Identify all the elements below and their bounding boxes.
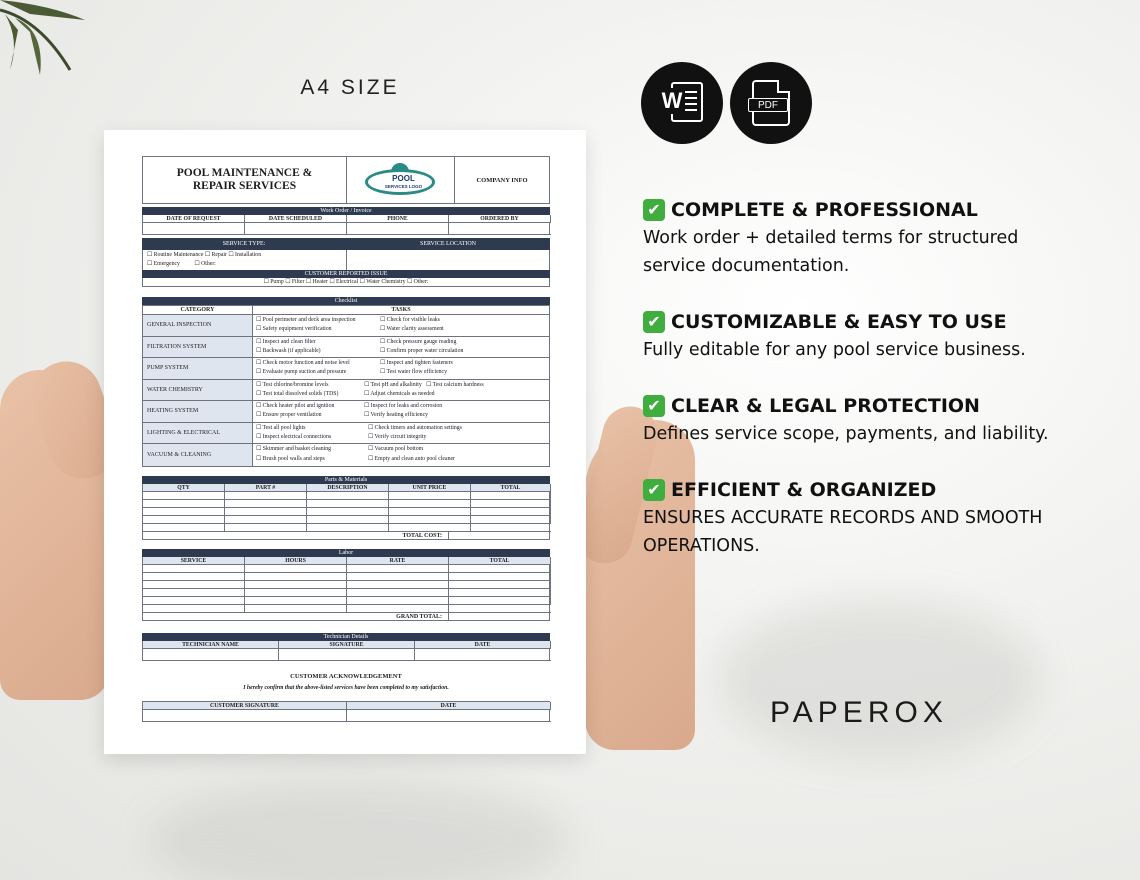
grand-total-field[interactable] <box>449 613 549 620</box>
work-order-form <box>142 156 550 722</box>
task-checkbox[interactable]: ☐ Test water flow efficiency <box>380 369 448 376</box>
checklist-col-category: CATEGORY <box>143 306 253 315</box>
checklist-category: FILTRATION SYSTEM <box>143 337 253 358</box>
parts-cell[interactable] <box>307 492 389 500</box>
parts-cell[interactable] <box>389 508 471 516</box>
labor-cell[interactable] <box>143 573 245 581</box>
feature-item <box>643 392 1083 448</box>
checklist-category: PUMP SYSTEM <box>143 358 253 379</box>
task-checkbox[interactable]: ☐ Check heater pilot and ignition <box>256 403 335 409</box>
checklist-tasks <box>253 358 549 379</box>
checklist-row <box>143 337 549 359</box>
service-type-line: ☐ Emergency ☐ Other: <box>147 260 216 267</box>
check-icon: ✔ <box>643 395 665 417</box>
labor-header: HOURS <box>245 557 347 565</box>
word-icon <box>641 62 723 144</box>
document-sheet <box>104 130 586 754</box>
parts-cell[interactable] <box>143 500 225 508</box>
parts-cell[interactable] <box>225 508 307 516</box>
background-shadow <box>720 600 1040 760</box>
customer-signature-field[interactable] <box>143 710 347 722</box>
task-checkbox[interactable]: ☐ Test all pool lights <box>256 424 306 431</box>
acknowledgement-text: I hereby confirm that the above-listed services have been completed to my satisfaction. <box>243 684 449 691</box>
check-icon: ✔ <box>643 479 665 501</box>
acknowledgement-title: CUSTOMER ACKNOWLEDGEMENT <box>290 672 402 680</box>
labor-cell[interactable] <box>347 581 449 589</box>
palm-leaf-decoration <box>0 0 90 80</box>
checklist-tasks <box>253 444 549 466</box>
task-checkbox[interactable]: ☐ Vacuum pool bottom <box>368 446 424 452</box>
labor-cell[interactable] <box>245 605 347 613</box>
task-checkbox[interactable]: ☐ Test total dissolved solids (TDS) <box>256 390 339 397</box>
checklist-row <box>143 315 549 337</box>
work-order-header: DATE OF REQUEST <box>143 215 245 223</box>
service-header <box>142 238 550 250</box>
parts-cell[interactable] <box>307 508 389 516</box>
brand-logo: PAPEROX <box>770 696 948 729</box>
grand-total-label: GRAND TOTAL: <box>143 613 449 620</box>
parts-cell[interactable] <box>143 492 225 500</box>
work-order-bar: Work Order / Invoice <box>142 207 550 215</box>
parts-cell[interactable] <box>307 516 389 524</box>
work-order-field[interactable] <box>143 223 245 235</box>
parts-cell[interactable] <box>143 508 225 516</box>
service-type-line: ☐ Routine Maintenance ☐ Repair ☐ Installation <box>147 252 262 258</box>
parts-cell[interactable] <box>143 516 225 524</box>
signature-header: DATE <box>347 702 551 710</box>
technician-bar: Technician Details <box>142 633 550 641</box>
parts-cell[interactable] <box>389 492 471 500</box>
labor-cell[interactable] <box>245 589 347 597</box>
form-title-line1: POOL MAINTENANCE & <box>176 167 313 179</box>
checklist-row <box>143 423 549 445</box>
checklist-tasks <box>253 401 549 422</box>
task-checkbox[interactable]: ☐ Pool perimeter and deck area inspection <box>256 317 356 323</box>
labor-cell[interactable] <box>347 565 449 573</box>
task-checkbox[interactable]: ☐ Inspect and clean filter <box>256 338 316 345</box>
parts-header: QTY <box>143 484 225 492</box>
labor-cell[interactable] <box>347 597 449 605</box>
labor-cell[interactable] <box>143 565 245 573</box>
form-title <box>143 157 347 203</box>
checklist-tasks <box>253 337 549 358</box>
parts-cell[interactable] <box>471 516 551 524</box>
feature-desc: Fully editable for any pool service business. <box>643 340 1026 360</box>
parts-header: TOTAL <box>471 484 551 492</box>
checklist-category: VACUUM & CLEANING <box>143 444 253 466</box>
parts-cell[interactable] <box>389 500 471 508</box>
labor-bar: Labor <box>142 549 550 557</box>
feature-title: COMPLETE & PROFESSIONAL <box>671 199 978 221</box>
feature-title: CLEAR & LEGAL PROTECTION <box>671 395 980 417</box>
labor-cell[interactable] <box>449 565 551 573</box>
task-checkbox[interactable]: ☐ Inspect electrical connections <box>256 433 332 440</box>
technician-header: SIGNATURE <box>279 641 415 649</box>
total-cost-field[interactable] <box>449 532 549 539</box>
task-checkbox[interactable]: ☐ Verify circuit integrity <box>368 433 427 440</box>
labor-cell[interactable] <box>347 589 449 597</box>
labor-cell[interactable] <box>449 589 551 597</box>
labor-cell[interactable] <box>245 573 347 581</box>
technician-table <box>142 641 550 661</box>
task-checkbox[interactable]: ☐ Inspect for leaks and corrosion <box>364 403 443 409</box>
form-title-line2: REPAIR SERVICES <box>192 180 297 192</box>
technician-field[interactable] <box>415 649 551 661</box>
work-order-header: PHONE <box>347 215 449 223</box>
task-checkbox[interactable]: ☐ Skimmer and basket cleaning <box>256 446 332 452</box>
parts-cell[interactable] <box>471 524 551 532</box>
task-checkbox[interactable]: ☐ Safety equipment verification <box>256 326 332 333</box>
work-order-header: ORDERED BY <box>449 215 551 223</box>
check-icon: ✔ <box>643 311 665 333</box>
parts-table <box>142 484 550 532</box>
feature-list <box>643 196 1083 588</box>
checklist-tasks <box>253 315 549 336</box>
checklist-category: HEATING SYSTEM <box>143 401 253 422</box>
task-checkbox[interactable]: ☐ Check timers and automation settings <box>368 424 462 431</box>
parts-header: UNIT PRICE <box>389 484 471 492</box>
checklist-bar: Checklist <box>142 297 550 305</box>
word-icon-letter: W <box>659 88 685 114</box>
parts-cell[interactable] <box>389 516 471 524</box>
parts-total-row <box>142 532 550 540</box>
task-checkbox[interactable]: ☐ Check motor function and noise level <box>256 360 350 366</box>
task-checkbox[interactable]: ☐ Ensure proper ventilation <box>256 412 322 419</box>
checklist-category: WATER CHEMISTRY <box>143 380 253 401</box>
issue-options[interactable]: ☐ Pump ☐ Filter ☐ Heater ☐ Electrical ☐ Water Chemistry ☐ Other: <box>142 278 550 287</box>
work-order-field[interactable] <box>347 223 449 235</box>
labor-table <box>142 557 550 613</box>
logo-text-sub: SERVICES LOGO <box>384 184 423 189</box>
labor-header: SERVICE <box>143 557 245 565</box>
feature-title: EFFICIENT & ORGANIZED <box>671 479 937 501</box>
parts-cell[interactable] <box>307 500 389 508</box>
parts-cell[interactable] <box>143 524 225 532</box>
checklist-col-tasks: TASKS <box>253 306 549 315</box>
parts-cell[interactable] <box>225 524 307 532</box>
background-shadow <box>150 780 570 880</box>
format-icons <box>641 62 812 144</box>
size-label: A4 SIZE <box>300 76 400 99</box>
feature-desc: Work order + detailed terms for structured service documentation. <box>643 228 1019 276</box>
parts-cell[interactable] <box>471 500 551 508</box>
task-checkbox[interactable]: ☐ Test chlorine/bromine levels <box>256 381 329 388</box>
labor-cell[interactable] <box>245 597 347 605</box>
technician-header: TECHNICIAN NAME <box>143 641 279 649</box>
issue-bar: CUSTOMER REPORTED ISSUE <box>142 270 550 278</box>
parts-cell[interactable] <box>225 516 307 524</box>
labor-cell[interactable] <box>245 581 347 589</box>
parts-bar: Parts & Materials <box>142 476 550 484</box>
technician-field[interactable] <box>279 649 415 661</box>
feature-item <box>643 196 1083 280</box>
work-order-field[interactable] <box>245 223 347 235</box>
checklist-tasks <box>253 423 549 444</box>
total-cost-label: TOTAL COST: <box>143 532 449 539</box>
task-checkbox[interactable]: ☐ Empty and clean auto pool cleaner <box>368 455 455 462</box>
service-type-options[interactable] <box>143 250 347 270</box>
task-checkbox[interactable]: ☐ Verify heating efficiency <box>364 412 429 419</box>
labor-cell[interactable] <box>449 597 551 605</box>
task-checkbox[interactable]: ☐ Test pH and alkalinity ☐ Test calcium hardness <box>364 381 484 388</box>
parts-cell[interactable] <box>307 524 389 532</box>
parts-cell[interactable] <box>471 508 551 516</box>
task-checkbox[interactable]: ☐ Inspect and tighten fasteners <box>380 360 453 366</box>
checklist-row <box>143 444 549 466</box>
task-checkbox[interactable]: ☐ Backwash (if applicable) <box>256 347 321 354</box>
work-order-field[interactable] <box>449 223 551 235</box>
labor-cell[interactable] <box>143 605 245 613</box>
checklist-row <box>143 358 549 380</box>
signature-date-field[interactable] <box>347 710 551 722</box>
check-icon: ✔ <box>643 199 665 221</box>
pool-logo-icon <box>365 163 437 197</box>
labor-cell[interactable] <box>143 581 245 589</box>
form-header <box>142 156 550 204</box>
labor-cell[interactable] <box>143 597 245 605</box>
labor-total-row <box>142 613 550 621</box>
parts-cell[interactable] <box>225 500 307 508</box>
task-checkbox[interactable]: ☐ Adjust chemicals as needed <box>364 390 435 397</box>
checklist-category: LIGHTING & ELECTRICAL <box>143 423 253 444</box>
service-type-label: SERVICE TYPE: <box>222 241 266 247</box>
pdf-icon <box>730 62 812 144</box>
checklist-tasks <box>253 380 549 401</box>
company-info: COMPANY INFO <box>476 176 528 184</box>
feature-title: CUSTOMIZABLE & EASY TO USE <box>671 311 1007 333</box>
feature-item <box>643 308 1083 364</box>
feature-desc: ENSURES ACCURATE RECORDS AND SMOOTH OPERATIONS. <box>643 508 1043 556</box>
parts-cell[interactable] <box>471 492 551 500</box>
parts-header: PART # <box>225 484 307 492</box>
work-order-table <box>142 215 550 235</box>
labor-header: RATE <box>347 557 449 565</box>
pdf-icon-label: PDF <box>748 98 788 112</box>
work-order-header: DATE SCHEDULED <box>245 215 347 223</box>
feature-desc: Defines service scope, payments, and liability. <box>643 424 1049 444</box>
checklist-category: GENERAL INSPECTION <box>143 315 253 336</box>
labor-cell[interactable] <box>347 605 449 613</box>
task-checkbox[interactable]: ☐ Water clarity assessment <box>380 326 444 333</box>
task-checkbox[interactable]: ☐ Evaluate pump suction and pressure <box>256 369 347 376</box>
parts-cell[interactable] <box>225 492 307 500</box>
signature-table <box>142 701 550 722</box>
checklist-row <box>143 401 549 423</box>
task-checkbox[interactable]: ☐ Brush pool walls and steps <box>256 455 325 462</box>
task-checkbox[interactable]: ☐ Confirm proper water circulation <box>380 347 464 354</box>
labor-cell[interactable] <box>449 581 551 589</box>
checklist-row <box>143 380 549 402</box>
task-checkbox[interactable]: ☐ Check pressure gauge reading <box>380 338 457 345</box>
service-location-field[interactable] <box>347 250 549 270</box>
service-body <box>142 250 550 270</box>
parts-header: DESCRIPTION <box>307 484 389 492</box>
labor-cell[interactable] <box>347 573 449 581</box>
task-checkbox[interactable]: ☐ Check for visible leaks <box>380 317 440 323</box>
technician-field[interactable] <box>143 649 279 661</box>
technician-header: DATE <box>415 641 551 649</box>
labor-cell[interactable] <box>449 573 551 581</box>
labor-cell[interactable] <box>449 605 551 613</box>
feature-item <box>643 476 1083 560</box>
logo-text-main: POOL <box>392 174 415 183</box>
service-location-label: SERVICE LOCATION <box>419 241 477 247</box>
checklist-table <box>142 305 550 467</box>
parts-cell[interactable] <box>389 524 471 532</box>
checklist-header <box>143 306 549 315</box>
signature-header: CUSTOMER SIGNATURE <box>143 702 347 710</box>
labor-cell[interactable] <box>245 565 347 573</box>
labor-header: TOTAL <box>449 557 551 565</box>
company-logo <box>347 157 455 203</box>
labor-cell[interactable] <box>143 589 245 597</box>
